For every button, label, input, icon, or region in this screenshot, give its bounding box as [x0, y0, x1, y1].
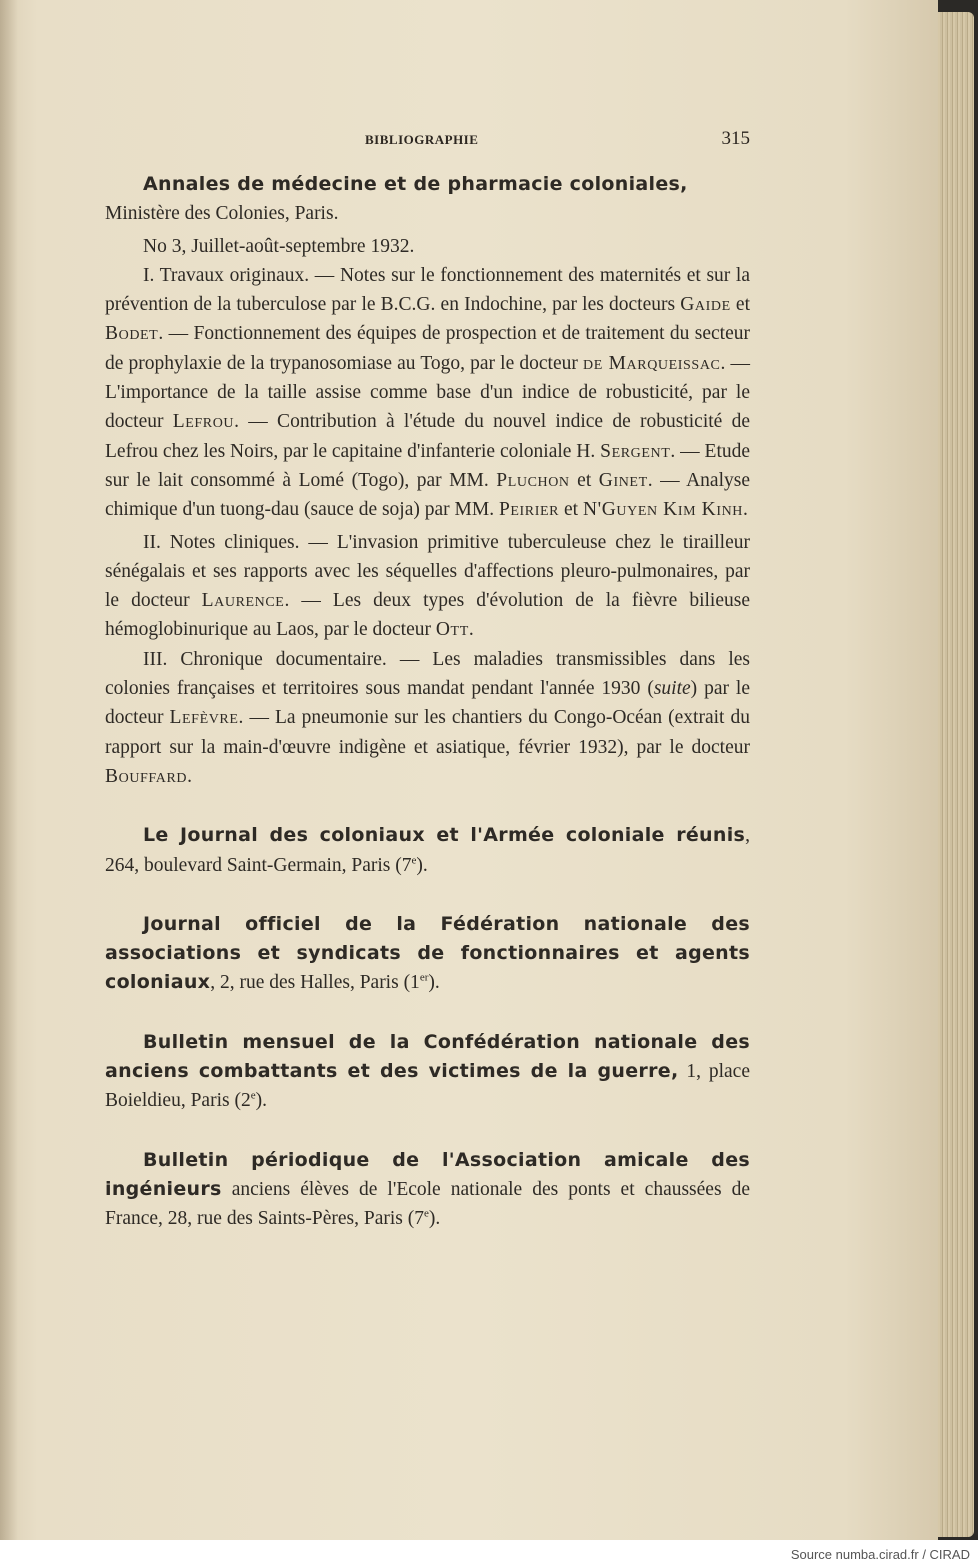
section-chronique-documentaire	[105, 645, 750, 791]
entry-journal-officiel	[105, 910, 750, 998]
entry-publisher: Ministère des Colonies, Paris.	[105, 203, 339, 225]
entry-address: , 264, boulevard Saint-Germain, Paris (7	[105, 825, 750, 876]
entry-issue: No 3, Juillet-août-septembre 1932.	[143, 235, 415, 257]
author-name: Laurence	[201, 590, 285, 612]
page-number: 315	[721, 128, 750, 149]
section-text: ) par le docteur	[105, 678, 750, 729]
entry-address: 1, place Boieldieu, Paris (2	[105, 1061, 750, 1112]
section-label: II. Notes cliniques. —	[143, 531, 337, 553]
section-text: et	[569, 469, 599, 491]
entry-title: Bulletin périodique de l'Association amicale des ingénieurs	[105, 1148, 750, 1200]
author-name: Bouffard	[105, 765, 188, 787]
source-credit: Source numba.cirad.fr / CIRAD	[790, 1547, 970, 1562]
entry-journal-coloniaux	[105, 821, 750, 880]
entry-end: ).	[416, 854, 428, 876]
author-name: N'Guyen Kim Kinh	[582, 499, 744, 521]
author-name: Sergent	[600, 440, 671, 462]
superscript: e	[250, 1089, 256, 1102]
entry-annales	[105, 170, 750, 229]
entry-address: , 2, rue des Halles, Paris (1	[210, 972, 420, 994]
author-name: Ott	[435, 619, 469, 641]
entry-bulletin-periodique	[105, 1146, 750, 1234]
entry-bulletin-mensuel	[105, 1028, 750, 1116]
section-travaux-originaux	[105, 261, 750, 525]
italic-text: suite	[653, 678, 691, 700]
entry-address: anciens élèves de l'Ecole nationale des ponts et chaussées de France, 28, rue des Saints-Pères, Paris (7	[105, 1178, 750, 1230]
section-text: . — Etude sur le lait consommé à Lomé (Togo), par MM.	[105, 440, 751, 491]
entry-title: Annales de médecine et de pharmacie coloniales,	[143, 173, 688, 195]
entry-title: Journal officiel de la Fédération nationale des associations et syndicats de fonctionnaires et agents coloniaux	[105, 912, 750, 994]
entry-title: Le Journal des coloniaux et l'Armée coloniale réunis	[143, 824, 746, 847]
section-text: .	[468, 619, 474, 641]
gutter-shadow	[0, 0, 18, 1540]
author-name: Peirier	[498, 499, 560, 521]
entry-end: ).	[428, 1208, 441, 1230]
section-text: . — L'importance de la taille assise comme base d'un indice de robusticité, par le docteur	[105, 352, 750, 433]
author-name: Lefèvre	[169, 707, 239, 729]
section-text: et	[559, 499, 583, 521]
entry-end: ).	[255, 1090, 267, 1112]
superscript: e	[411, 854, 417, 867]
running-title: BIBLIOGRAPHIE	[365, 132, 479, 147]
author-name: Ginet	[598, 469, 648, 491]
section-text: . — Contribution à l'étude du nouvel indice de robusticité de Lefrou chez les Noirs, par le capitaine d'infanterie coloniale H.	[105, 411, 750, 462]
section-text: Les maladies transmissibles dans les colonies françaises et territoires sous mandat pendant l'année 1930 (	[105, 648, 750, 700]
section-text: L'invasion primitive tuberculeuse chez le tirailleur sénégalais et ses rapports avec les séquelles d'affections pleuro-pulmonaires, par le docteur	[105, 531, 750, 612]
section-text: . — Les deux types d'évolution de la fièvre bilieuse hémoglobinurique au Laos, par le docteur	[105, 590, 750, 641]
author-name: Gaide	[680, 294, 731, 316]
section-text: Notes sur le fonctionnement des maternités et sur la prévention de la tuberculose par le B.C.G. en Indochine, par les docteurs	[105, 264, 751, 316]
section-text: et	[730, 294, 750, 316]
entry-title: Bulletin mensuel de la Confédération nationale des anciens combattants et des victimes de la guerre,	[105, 1030, 750, 1083]
section-label: III. Chronique documentaire. —	[143, 648, 433, 670]
author-name: Lefrou	[172, 411, 235, 433]
section-notes-cliniques	[105, 528, 750, 645]
entry-end: ).	[428, 972, 440, 994]
superscript: e	[423, 1207, 429, 1220]
section-text: . — Fonctionnement des équipes de prospection et de traitement du secteur de prophylaxie de la trypanosomiase au Togo, par le docteur	[105, 323, 750, 374]
section-text: .	[743, 499, 748, 521]
author-name: Bodet	[105, 323, 159, 345]
author-name: de Marqueissac	[583, 352, 721, 374]
running-head	[105, 128, 750, 152]
section-label: I. Travaux originaux. —	[143, 264, 340, 286]
author-name: Pluchon	[496, 469, 570, 491]
section-text: . — Analyse chimique d'un tuong-dau (sauce de soja) par MM.	[105, 469, 750, 521]
bibliography-body	[105, 170, 750, 1234]
section-text: .	[187, 765, 192, 787]
superscript: er	[419, 971, 429, 984]
section-text: . — La pneumonie sur les chantiers du Congo-Océan (extrait du rapport sur la main-d'œuvre indigène et asiatique, février 1932), par le docteur	[105, 707, 750, 758]
